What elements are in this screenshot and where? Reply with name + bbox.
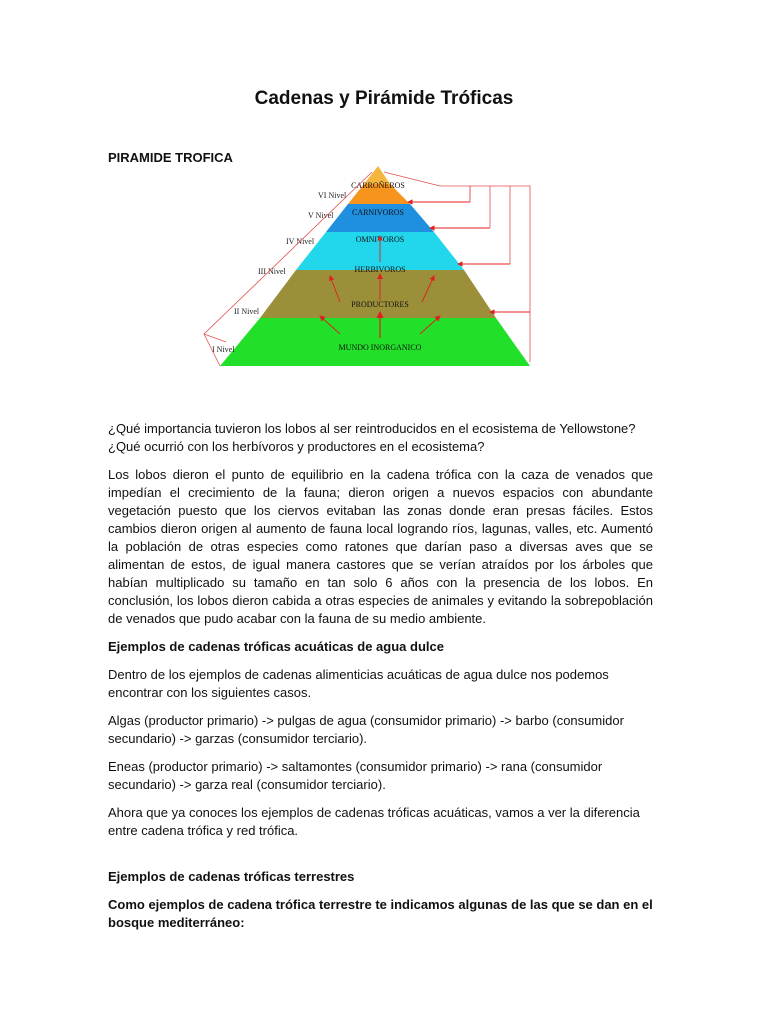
question-2: ¿Qué ocurrió con los herbívoros y productores en el ecosistema? [108,439,485,454]
answer-paragraph: Los lobos dieron el punto de equilibrio en la cadena trófica con la caza de venados que impedían el crecimiento de la fauna; dieron origen a nuevos espacios con abundante vegetación puesto que los ciervos evitaban las zonas donde eran presas fáciles. Estos cambios dieron origen al aumento de fauna local logrando ríos, lagunas, valles, etc. Aumentó la población de otras especies como ratones que darían paso a diversas aves que se alimentan de estos, de igual manera castores que se verían atraídos por los árboles que habían multiplicado su tamaño en tan solo 6 años con la presencia de los lobos. En conclusión, los lobos dieron cabida a otras especies de animales y evitando la sobrepoblación de venados que pudo acabar con la fauna de su medio ambiente. [108,467,653,626]
article-body [108,420,653,942]
tier-label-carroneros: CARROÑEROS [351,181,405,190]
tier-label-mundo-inorganico: MUNDO INORGANICO [338,343,422,352]
level-label-iii: III Nivel [258,267,286,276]
level-label-iv: IV Nivel [286,237,315,246]
questions [108,420,653,456]
paragraph-ahora: Ahora que ya conoces los ejemplos de cadenas tróficas acuáticas, vamos a ver la diferencia entre cadena trófica y red trófica. [108,805,640,838]
tier-label-herbivoros: HERBIVOROS [354,265,406,274]
section-label: PIRAMIDE TROFICA [108,150,233,165]
tier-label-productores: PRODUCTORES [351,300,409,309]
paragraph-algas: Algas (productor primario) -> pulgas de agua (consumidor primario) -> barbo (consumidor secundario) -> garzas (consumidor terciario). [108,713,624,746]
level-label-vi: VI Nivel [318,191,347,200]
paragraph-terrestre: Como ejemplos de cadena trófica terrestre te indicamos algunas de las que se dan en el bosque mediterráneo: [108,897,653,930]
page-title: Cadenas y Pirámide Tróficas [254,88,514,109]
level-label-i: I Nivel [212,345,235,354]
pyramid-tier-productores [260,270,496,318]
tier-label-carnivoros: CARNIVOROS [351,208,405,217]
level-label-v: V Nivel [308,211,334,220]
question-1: ¿Qué importancia tuvieron los lobos al ser reintroducidos en el ecosistema de Yellowstone? [108,421,636,436]
trophic-pyramid-diagram [190,162,540,374]
level-label-ii: II Nivel [234,307,260,316]
pyramid-tier-mundo-inorganico [220,318,530,366]
heading-acuaticas: Ejemplos de cadenas tróficas acuáticas de agua dulce [108,639,444,654]
tier-label-omnivoros: OMNIVOROS [355,235,405,244]
paragraph-intro: Dentro de los ejemplos de cadenas alimenticias acuáticas de agua dulce nos podemos encontrar con los siguientes casos. [108,667,609,700]
heading-terrestres: Ejemplos de cadenas tróficas terrestres [108,869,355,884]
paragraph-eneas: Eneas (productor primario) -> saltamontes (consumidor primario) -> rana (consumidor secundario) -> garza real (consumidor terciario). [108,759,603,792]
